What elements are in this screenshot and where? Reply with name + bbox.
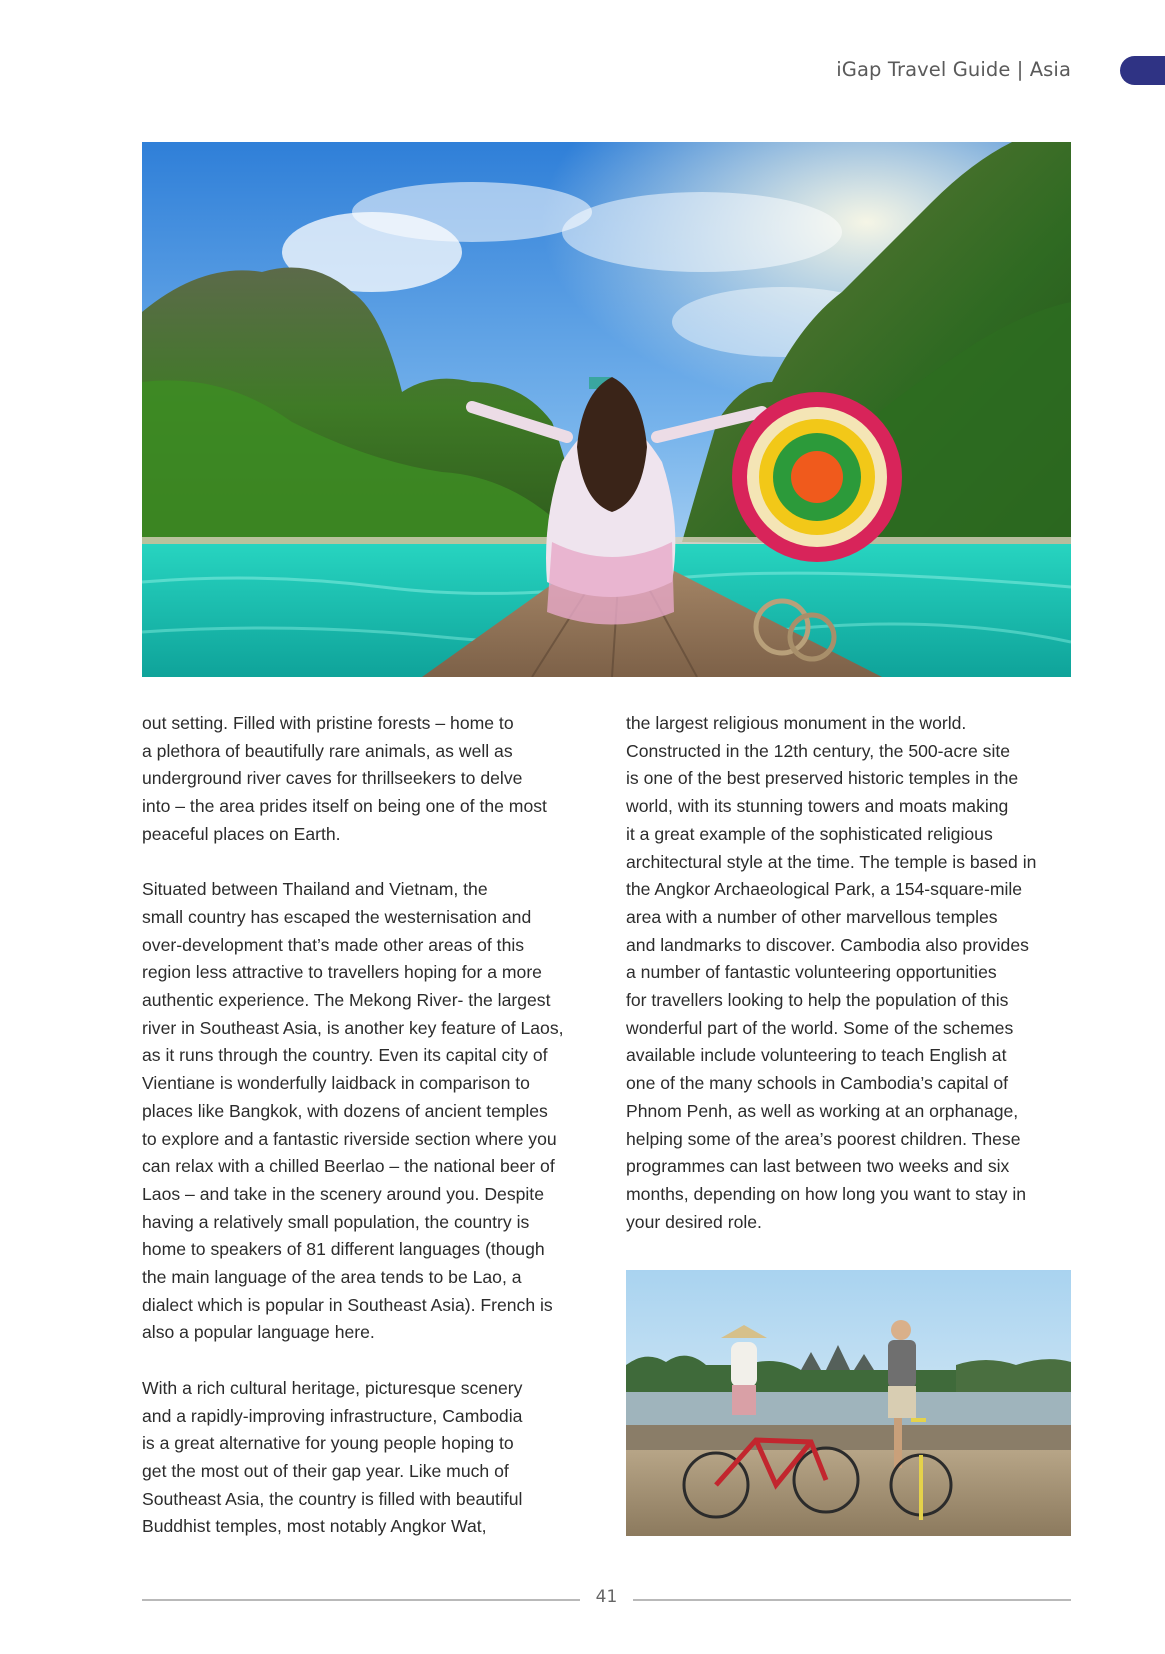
paragraph [142, 876, 592, 1347]
text-line: over-development that’s made other areas of this [142, 934, 525, 955]
text-line: region less attractive to travellers hoping for a more [142, 962, 542, 983]
cyclists-photo [626, 1270, 1071, 1536]
page-number: 41 [595, 1587, 618, 1607]
text-line: also a popular language here. [142, 1322, 375, 1343]
text-line: and landmarks to discover. Cambodia also provides [626, 934, 1029, 955]
text-line: available include volunteering to teach English at [626, 1045, 1007, 1066]
header-tab-marker [1120, 56, 1165, 85]
text-line: out setting. Filled with pristine forests – home to [142, 713, 514, 733]
text-line: having a relatively small population, the country is [142, 1211, 530, 1232]
text-line: get the most out of their gap year. Like much of [142, 1460, 509, 1481]
paragraph [142, 710, 592, 849]
text-line: programmes can last between two weeks and six [626, 1156, 1010, 1177]
paragraph [142, 1375, 592, 1541]
text-line: your desired role. [626, 1211, 762, 1232]
text-line: Southeast Asia, the country is filled with beautiful [142, 1488, 523, 1509]
text-line: is a great alternative for young people hoping to [142, 1433, 514, 1454]
text-line: the main language of the area tends to be Lao, a [142, 1267, 522, 1288]
right-column [626, 710, 1076, 1236]
text-line: helping some of the area’s poorest children. These [626, 1128, 1021, 1149]
text-line: places like Bangkok, with dozens of ancient temples [142, 1100, 548, 1121]
text-line: one of the many schools in Cambodia’s capital of [626, 1073, 1009, 1094]
text-line: peaceful places on Earth. [142, 823, 341, 844]
text-line: Vientiane is wonderfully laidback in comparison to [142, 1073, 530, 1094]
text-line: the largest religious monument in the world. [626, 713, 967, 733]
text-line: With a rich cultural heritage, picturesque scenery [142, 1377, 523, 1398]
left-column [142, 710, 592, 1541]
text-line: world, with its stunning towers and moats making [626, 796, 1009, 817]
text-line: Constructed in the 12th century, the 500-acre site [626, 740, 1011, 761]
header-title: iGap Travel Guide | Asia [836, 58, 1071, 81]
text-line: to explore and a fantastic riverside section where you [142, 1128, 557, 1149]
text-line: Laos – and take in the scenery around you. Despite [142, 1183, 544, 1204]
text-line: authentic experience. The Mekong River- the largest [142, 990, 551, 1011]
paragraph-gap [142, 849, 592, 877]
footer-rule-right [633, 1599, 1071, 1601]
text-line: architectural style at the time. The temple is based in [626, 851, 1037, 872]
text-line: Buddhist temples, most notably Angkor Wat, [142, 1516, 487, 1537]
text-line: into – the area prides itself on being one of the most [142, 796, 547, 817]
text-line: it a great example of the sophisticated religious [626, 823, 993, 844]
text-line: Phnom Penh, as well as working at an orphanage, [626, 1100, 1019, 1121]
text-line: dialect which is popular in Southeast Asia). French is [142, 1294, 553, 1315]
text-line: for travellers looking to help the population of this [626, 990, 1009, 1011]
text-line: home to speakers of 81 different languages (though [142, 1239, 545, 1260]
text-line: a number of fantastic volunteering opportunities [626, 962, 997, 983]
text-line: Situated between Thailand and Vietnam, the [142, 879, 488, 900]
footer-rule-left [142, 1599, 580, 1601]
paragraph-gap [142, 1347, 592, 1375]
text-line: is one of the best preserved historic temples in the [626, 768, 1019, 789]
text-line: and a rapidly-improving infrastructure, Cambodia [142, 1405, 523, 1426]
paragraph [626, 710, 1076, 1236]
text-line: underground river caves for thrillseekers to delve [142, 768, 523, 789]
text-line: can relax with a chilled Beerlao – the national beer of [142, 1156, 555, 1177]
text-line: the Angkor Archaeological Park, a 154-square-mile [626, 879, 1023, 900]
text-line: area with a number of other marvellous temples [626, 906, 998, 927]
text-line: a plethora of beautifully rare animals, as well as [142, 740, 513, 761]
text-line: wonderful part of the world. Some of the schemes [626, 1017, 1014, 1038]
hero-photo [142, 142, 1071, 677]
text-line: months, depending on how long you want to stay in [626, 1183, 1027, 1204]
text-line: small country has escaped the westernisation and [142, 906, 532, 927]
text-line: as it runs through the country. Even its capital city of [142, 1045, 548, 1066]
text-line: river in Southeast Asia, is another key feature of Laos, [142, 1017, 564, 1038]
